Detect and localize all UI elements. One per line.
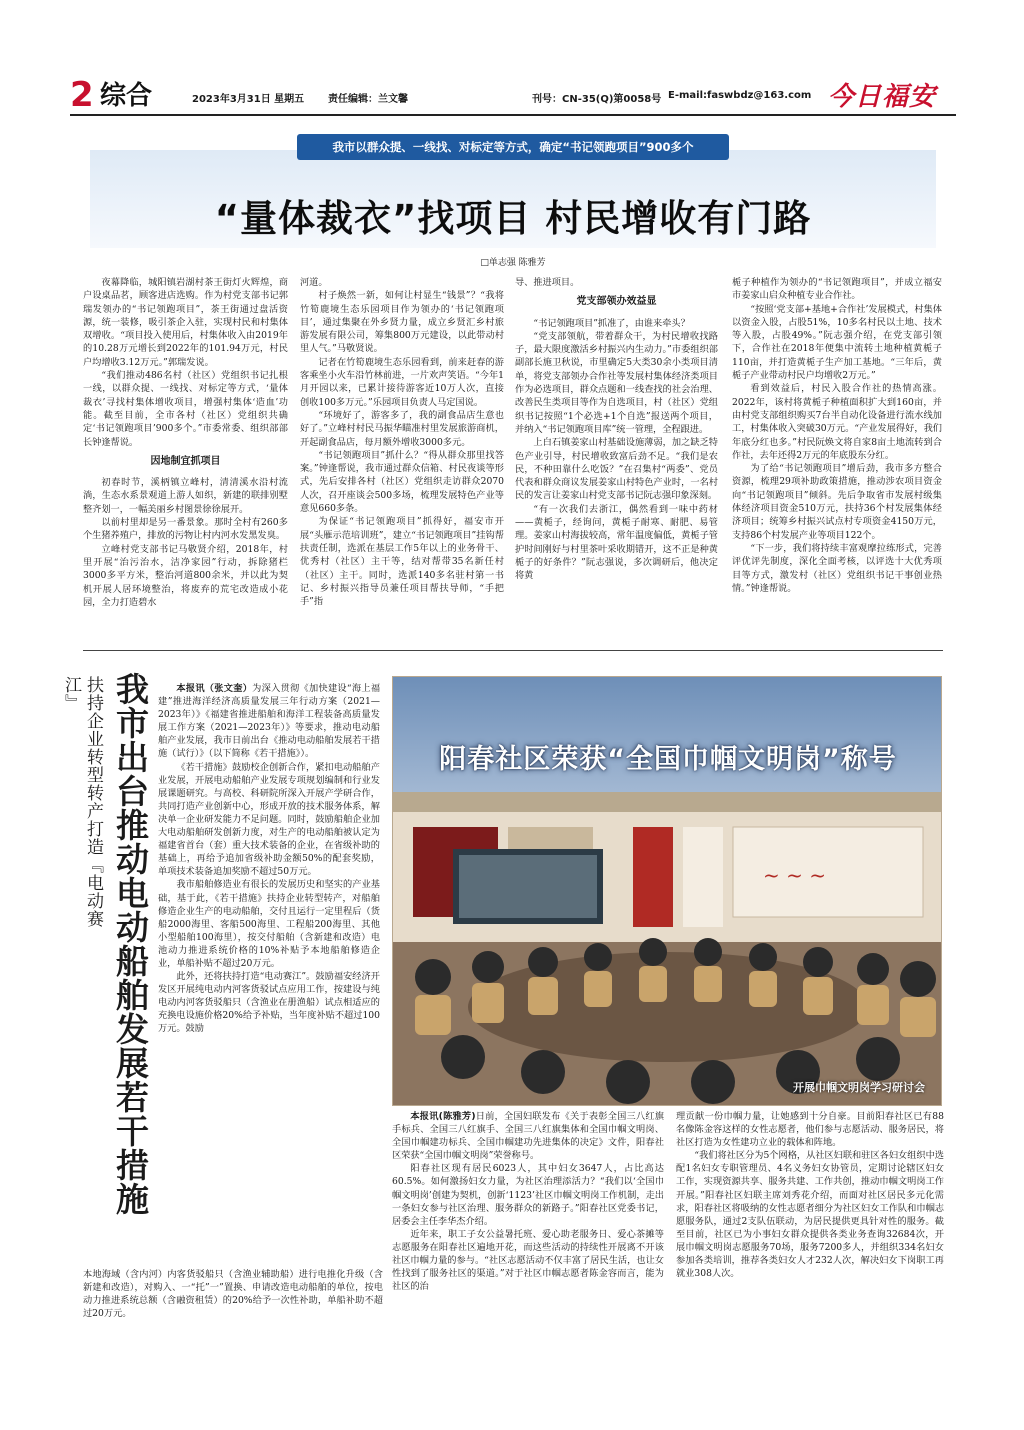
- paragraph: 为保证“书记领跑项目”抓得好，福安市开展“头雁示范培训班”，建立“书记领跑项目”挂钩帮扶责任制，选派在基层工作5年以上的业务骨干、优秀村（社区）主干等，结对帮带35名新任村（社区）主干。同时，选派140多名驻村第一书记、乡村振兴指导员兼任项目帮扶导师，“手把手”指: [300, 516, 504, 608]
- section-divider: [83, 650, 943, 651]
- paragraph: 我市船舶修造业有很长的发展历史和坚实的产业基础，基于此，《若干措施》扶持企业转型转产，对船舶修造企业生产的电动船舶，交付且运行一定里程后（货船2000海里、客船500海里、工程船200海里、其他小型船舶100海里），按交付船舶（含新建和改造）电池动力推进系统价格的10%补贴予本地船舶修造企业，单船补贴不超过20万元。: [158, 879, 380, 969]
- ship-article-title: 我市出台推动电动船舶发展若干措施: [111, 672, 150, 1216]
- paragraph: “我们推动486名村（社区）党组织书记扎根一线，以群众提、一线找、对标定等方式，‘量体裁衣’寻找村集体增收项目，增强村集体‘造血’功能。截至目前，全市各村（社区）党组织共确定‘书记领跑项目’900多个。”市委常委、组织部部长钟逢帮说。: [83, 370, 288, 448]
- paragraph: 以前村里却是另一番景象。那时全村有260多个生猪养殖户，排放的污物让村内河水发黑发臭。: [83, 517, 288, 542]
- paragraph: 立峰村党支部书记马敬贤介绍，2018年，村里开展“治污治水，洁净家园”行动，拆除猪栏3000多平方米，整治河道800余米，并以此为契机开展人居环境整治，将废弃的荒宅改造成小花园，全力打造碧水: [83, 543, 288, 608]
- ship-column-1: [158, 682, 380, 1036]
- lead-column-2: [300, 276, 504, 608]
- paragraph: “书记领跑项目”抓什么？“得从群众那里找答案。”钟逢帮说，我市通过群众信箱、村民夜谈等形式，先后安排各村（社区）党组织走访群众2070人次，召开座谈会500多场，梳理发展特色产业等意见660多条。: [300, 449, 504, 515]
- paragraph: “有一次我们去浙江，偶然看到一味中药材——黄栀子，经询问，黄栀子耐寒、耐肥、易管理。姜家山村海拔较高，常年温度偏低，黄栀子管护时间刚好与村里茶叶采收期错开，这不正是种黄栀子的好条件？”阮志强说，多次调研后，他决定将黄: [515, 503, 718, 582]
- lead-column-1: [83, 276, 288, 609]
- paragraph: 上白石镇姜家山村基础设施薄弱，加之缺乏特色产业引导，村民增收致富后劲不足。“我们是农民，不种田靠什么吃饭？”在召集村“两委”、党员代表和群众商议发展姜家山村特色产业时，一名村民的发言让姜家山村党支部书记阮志强印象深刻。: [515, 437, 718, 502]
- section-name: 综合: [100, 81, 153, 111]
- photo-headline: 阳春社区荣获“全国巾帼文明岗”称号: [439, 744, 897, 775]
- paragraph: 看到效益后，村民入股合作社的热情高涨。2022年，该村将黄栀子种植面积扩大到160亩，并由村党支部组织购买7台半自动化设备进行流水线加工，村集体收入突破30万元。“产业发展得好，我们年底分红也多。”村民阮焕文将自家8亩土地流转到合作社，去年还得2万元的年底股东分红。: [732, 383, 942, 461]
- masthead: [70, 76, 956, 116]
- paragraph: 《若干措施》鼓励校企创新合作，紧扣电动船舶产业发展，开展电动船舶产业发展专项规划编制和行业发展课题研究。与高校、科研院所深入开展产学研合作，共同打造产业创新中心，形成开放的技术服务体系，解决单一企业研发能力不足问题。同时，鼓励船舶企业加大电动船舶研发创新力度，对生产的电动船舶被认定为福建省首台（套）重大技术装备的企业，在省级补助的基础上，再给予追加省级补助金额50%的配套奖励，单项技术装备追加奖励不超过50万元。: [158, 761, 380, 878]
- issue-date: 2023年3月31日 星期五: [192, 94, 305, 105]
- photo-article-column-1: [392, 1110, 664, 1293]
- paragraph: 记者在竹筍鹿境生态乐园看到，前来赶春的游客乘坐小火车沿竹林前进，一片欢声笑语。“今年1月开园以来，已累计接待游客近10万人次，直接创收100多万元。”乐园项目负责人马定国说。: [300, 356, 504, 408]
- article-byline: □单志强 陈雅芳: [480, 258, 546, 268]
- paragraph: “我们将社区分为5个网格，从社区妇联和驻区各妇女组织中选配1名妇女专职管理员、4名义务妇女协管员，定期讨论辖区妇女工作，实现资源共享、服务共建、工作共创，推动巾帼文明岗工作开展。”阳春社区妇联主席刘秀花介绍，而面对社区居民多元化需求，阳春社区将吸纳的女性志愿者细分为社区妇女工作队和巾帼志愿服务队，通过2支队伍联动，为居民提供更具针对性的服务。截至目前，社区已为小事妇女群众提供各类业务查询32684次，开展巾帼文明岗志愿服务70场，服务7200多人，并组织334名妇女参加各类培训，推荐各类妇女人才232人次，解决妇女下岗职工再就业308人次。: [676, 1150, 944, 1280]
- paragraph: 河道。: [300, 277, 328, 288]
- article-kicker: 我市以群众提、一线找、对标定等方式，确定“书记领跑项目”900多个: [297, 134, 729, 160]
- paragraph: 近年来，职工子女公益暑托班、爱心助老服务日、爱心茶摊等志愿服务在阳春社区遍地开花，而这些活动的持续性开展离不开该社区巾帼力量的参与。“社区志愿活动不仅丰富了居民生活，也让女性找到了服务社区的渠道。”对于社区巾帼志愿者陈金容而言，能为社区的治: [392, 1228, 664, 1293]
- paragraph: 导、推进项目。: [515, 277, 580, 288]
- ship-article-subtitle: 扶持企业转型转产打造『电动赛江』: [61, 676, 103, 928]
- paragraph: 为了给“书记领跑项目”增后劲，我市多方整合资源，梳理29项补助政策措施，推动涉农项目资金向“书记领跑项目”倾斜。先后争取省市发展村级集体经济项目资金510万元，扶持36个村发展集体经济项目；统筹乡村振兴试点村专项资金4150万元，支持86个村发展产业等项目122个。: [732, 463, 942, 541]
- paragraph: 阳春社区现有居民6023人，其中妇女3647人，占比高达60.5%。如何激扬妇女力量，为社区治理添活力？“我们以‘全国巾帼文明岗’创建为契机，创新‘1123’社区巾帼文明岗工作机制，走出一条妇女参与社区治理、服务群众的新路子。”阳春社区党委书记，居委会主任李华杰介绍。: [392, 1163, 664, 1227]
- editor-credit: 责任编辑：兰文馨: [328, 94, 408, 105]
- paragraph: 此外，还将扶持打造“电动赛江”。鼓励福安经济开发区开展纯电动内河客货驳试点应用工作，按建设与纯电动内河客货驳船只（含渔业在册渔船）试点相适应的充换电设施价格20%给予补贴，当年度补贴不超过100万元。鼓励: [158, 971, 380, 1035]
- svg-text:~ ~ ~: ~ ~ ~: [763, 863, 826, 887]
- paragraph: 日前，全国妇联发布《关于表彰全国三八红旗手标兵、全国三八红旗手、全国三八红旗集体和全国巾帼文明岗、全国巾帼建功标兵、全国巾帼建功先进集体的决定》文件，阳春社区荣获“全国巾帼文明岗”荣誉称号。: [392, 1111, 664, 1162]
- article-headline: “量体裁衣”找项目 村民增收有门路: [214, 197, 812, 240]
- section-subhead: 党支部领办效益显: [576, 296, 657, 308]
- page-number: 2: [70, 75, 94, 115]
- lead-column-3: [515, 276, 718, 583]
- paragraph: “党支部领航，带着群众干，为村民增收找路子，最大限度激活乡村振兴内生动力。”市委组织部副部长施卫秋说，市里确定5大类30余小类项目清单，将党支部领办合作社等发展村集体经济类项目作为必选项目，群众点题和一线查找的社会治理、改善民生类项目等作为自选项目，村（社区）党组织书记按照“1个必选+1个自选”报送两个项目，并纳入“书记领跑项目库”统一管理，全程跟进。: [515, 330, 718, 435]
- contact-email: E-mail:faswbdz@163.com: [668, 90, 812, 101]
- ship-column-2: [83, 1268, 383, 1320]
- paragraph: 初春时节，溪柄镇立峰村，清清溪水沿村流淌，生态水系景观道上游人如织，新建的联排别墅整齐划一，一幅美丽乡村图景徐徐展开。: [83, 477, 288, 515]
- paragraph: “书记领跑项目”抓准了，由谁来牵头？: [533, 317, 690, 329]
- issn-number: 刊号：CN-35(Q)第0058号: [532, 94, 662, 105]
- lead-column-4: [732, 276, 942, 595]
- photo-article-column-2: [676, 1110, 944, 1280]
- article-lead: 本报讯(陈雅芳): [410, 1111, 476, 1122]
- paragraph: 村子焕然一新，如何让村显生“钱景”？“我将竹筍鹿境生态乐园项目作为领办的‘书记领跑项目’，通过集聚在外乡贤力量，成立乡贤汇乡村旅游发展有限公司，筹集800万元建设，以此带动村里人气。”马敬贤说。: [300, 290, 504, 355]
- paragraph: 为深入贯彻《加快建设“海上福建”推进海洋经济高质量发展三年行动方案（2021—2023年）》《福建省推进船舶和海洋工程装备高质量发展工作方案（2021—2023年）》等要求，推动电动船舶产业发展，我市日前出台《推动电动船舶发展若干措施（试行）》（以下简称《若干措施》）。: [158, 683, 381, 760]
- paragraph: 本地海域（含内河）内客货驳船只（含渔业辅助船）进行电推化升级（含新建和改造），对购入、一“托”一”置换、申请改造电动船舶的单位，按电动力推进系统总额（含融资租赁）的20%给予一次性补助，单船补助不超过20万元。: [83, 1269, 383, 1320]
- paragraph: 理贡献一份巾帼力量，让她感到十分自豪。目前阳春社区已有88名像陈金容这样的女性志愿者，他们参与志愿活动、服务居民，将社区打造为女性建功立业的载体和阵地。: [676, 1111, 944, 1149]
- article-lead: 本报讯（张文奎）: [176, 683, 253, 694]
- newspaper-logo: 今日福安: [828, 82, 937, 112]
- photo-caption: 开展巾帼文明岗学习研讨会: [793, 1081, 925, 1094]
- paragraph: “下一步，我们将持续丰富观摩拉练形式，完善评优评先制度，深化全面考核，以评选十大优秀项目等方式，激发村（社区）党组织书记干事创业热情。”钟逢帮说。: [732, 542, 942, 594]
- paragraph: “环境好了，游客多了，我的副食品店生意也好了。”立峰村村民马振华瞄准村里发展旅游商机，开起副食品店，每月额外增收3000多元。: [300, 409, 504, 448]
- section-subhead: 因地制宜抓项目: [150, 455, 221, 467]
- paragraph: 夜幕降临，城阳镇岩湖村茶王街灯火辉煌，商户设桌品茗，顾客进店选购。作为村党支部书记郭瑞发领办的“书记领跑项目”，茶王街通过盘活资源，统一装修，吸引茶企入驻，实现村民和村集体双增收。“项目投入使用后，村集体收入由2019年的10.28万元增长到2022年的101.94万元，村民户均增收3.12万元。”郭瑞发说。: [83, 277, 288, 368]
- paragraph: “按照‘党支部+基地+合作社’发展模式，村集体以资金入股，占股51%，10多名村民以土地、技术等入股，占股49%。”阮志强介绍，在党支部引领下，合作社在2018年便集中流转土地种植黄栀子110亩，并打造黄栀子生产加工基地。“三年后，黄栀子产业带动村民户均增收2万元。”: [732, 303, 942, 382]
- paragraph: 栀子种植作为领办的“书记领跑项目”，并成立福安市姜家山启众种植专业合作社。: [732, 277, 942, 302]
- news-photo: [392, 676, 942, 1106]
